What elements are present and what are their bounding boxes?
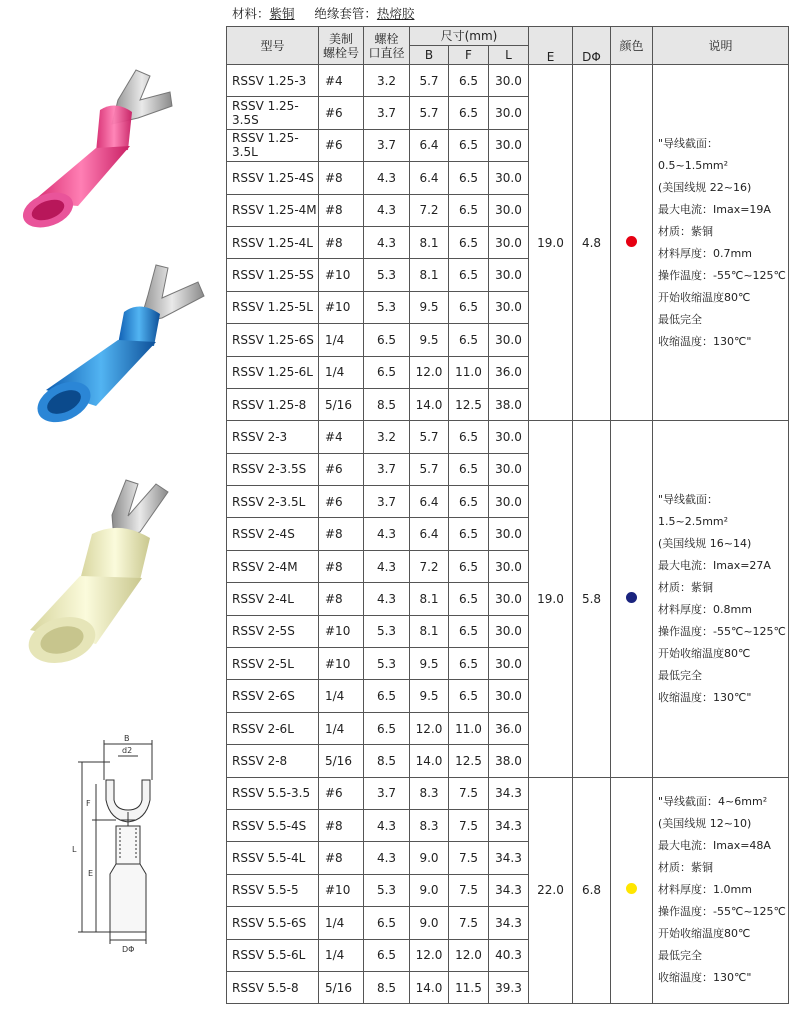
cell-l: 36.0 [489, 356, 529, 388]
cell-bolt-us: #10 [319, 615, 364, 647]
description-line: 开始收缩温度80℃ [658, 290, 751, 304]
cell-f: 6.5 [449, 291, 489, 323]
cell-model: RSSV 2-8 [227, 745, 319, 777]
cell-b: 6.4 [410, 162, 449, 194]
cell-b: 8.1 [410, 583, 449, 615]
cell-bolt-us: 1/4 [319, 939, 364, 971]
cell-description [653, 65, 789, 421]
cell-model: RSSV 5.5-6L [227, 939, 319, 971]
cell-model: RSSV 1.25-6S [227, 324, 319, 356]
cell-bolt-dia: 5.3 [364, 259, 410, 291]
color-dot [626, 592, 637, 603]
cell-b: 12.0 [410, 939, 449, 971]
cell-bolt-dia: 4.3 [364, 842, 410, 874]
cell-d: 5.8 [573, 421, 611, 777]
cell-model: RSSV 2-3.5L [227, 486, 319, 518]
color-dot [626, 883, 637, 894]
cell-description [653, 421, 789, 777]
header-d: DΦ [573, 27, 611, 65]
cell-bolt-dia: 3.2 [364, 421, 410, 453]
cell-bolt-dia: 4.3 [364, 550, 410, 582]
diagram-label-b: B [124, 734, 130, 743]
header-bolt-dia: 螺栓 口直径 [364, 27, 410, 65]
cell-bolt-dia: 6.5 [364, 324, 410, 356]
cell-bolt-us: #6 [319, 129, 364, 161]
cell-model: RSSV 1.25-4L [227, 226, 319, 258]
cell-l: 34.3 [489, 777, 529, 809]
cell-l: 36.0 [489, 712, 529, 744]
cell-bolt-dia: 4.3 [364, 583, 410, 615]
cell-e: 22.0 [529, 777, 573, 1004]
cell-model: RSSV 5.5-8 [227, 971, 319, 1003]
cell-bolt-us: #8 [319, 583, 364, 615]
description-line: 开始收缩温度80℃ [658, 646, 751, 660]
cell-model: RSSV 2-5L [227, 648, 319, 680]
cell-l: 30.0 [489, 65, 529, 97]
description-line: "导线截面：4~6mm² [658, 795, 768, 809]
description-line: 材料厚度：0.7mm [658, 246, 752, 260]
table-row [227, 421, 789, 453]
header-e: E [529, 27, 573, 65]
cell-f: 6.5 [449, 259, 489, 291]
spec-table-body [227, 65, 789, 1004]
cell-bolt-us: #8 [319, 518, 364, 550]
cell-l: 30.0 [489, 615, 529, 647]
cell-b: 5.7 [410, 453, 449, 485]
header-dims: 尺寸(mm) [410, 27, 529, 46]
cell-model: RSSV 2-6L [227, 712, 319, 744]
description-line: 开始收缩温度80℃ [658, 927, 751, 941]
cell-e: 19.0 [529, 65, 573, 421]
cell-bolt-dia: 4.3 [364, 194, 410, 226]
cell-f: 12.0 [449, 939, 489, 971]
cell-b: 8.3 [410, 809, 449, 841]
cell-bolt-dia: 3.7 [364, 777, 410, 809]
cell-f: 6.5 [449, 421, 489, 453]
cell-b: 5.7 [410, 65, 449, 97]
cell-bolt-dia: 5.3 [364, 615, 410, 647]
cell-b: 9.0 [410, 907, 449, 939]
cell-f: 6.5 [449, 615, 489, 647]
cell-bolt-us: #8 [319, 162, 364, 194]
description-line: (美国线规 16~14) [658, 536, 752, 550]
cell-bolt-us: 5/16 [319, 745, 364, 777]
cell-bolt-dia: 8.5 [364, 971, 410, 1003]
cell-l: 34.3 [489, 907, 529, 939]
dimension-drawing [78, 740, 152, 944]
header-l: L [489, 46, 529, 65]
cell-bolt-us: #8 [319, 842, 364, 874]
cell-f: 6.5 [449, 162, 489, 194]
cell-bolt-dia: 3.7 [364, 129, 410, 161]
cell-bolt-dia: 8.5 [364, 388, 410, 420]
cell-bolt-dia: 8.5 [364, 745, 410, 777]
cell-b: 8.1 [410, 615, 449, 647]
cell-bolt-dia: 6.5 [364, 356, 410, 388]
table-row [227, 65, 789, 97]
cell-bolt-us: 1/4 [319, 356, 364, 388]
cell-bolt-us: #6 [319, 486, 364, 518]
cell-b: 14.0 [410, 745, 449, 777]
material-label: 材料： [232, 6, 270, 21]
cell-bolt-dia: 5.3 [364, 648, 410, 680]
cell-f: 7.5 [449, 842, 489, 874]
cell-b: 9.0 [410, 874, 449, 906]
description-line: "导线截面： [658, 492, 719, 506]
blue-terminal-photo [31, 265, 204, 430]
description-line: 最低完全 [658, 668, 702, 682]
cell-bolt-us: 5/16 [319, 971, 364, 1003]
cell-bolt-dia: 6.5 [364, 712, 410, 744]
cell-bolt-dia: 6.5 [364, 907, 410, 939]
cell-model: RSSV 5.5-4L [227, 842, 319, 874]
description-line: 最大电流：Imax=19A [658, 202, 771, 216]
cell-l: 30.0 [489, 194, 529, 226]
cell-model: RSSV 5.5-4S [227, 809, 319, 841]
cell-bolt-us: #8 [319, 809, 364, 841]
cell-bolt-dia: 4.3 [364, 518, 410, 550]
cell-bolt-dia: 4.3 [364, 162, 410, 194]
cell-model: RSSV 1.25-3.5S [227, 97, 319, 129]
cell-f: 6.5 [449, 65, 489, 97]
cell-f: 6.5 [449, 486, 489, 518]
cell-bolt-us: 1/4 [319, 324, 364, 356]
cell-model: RSSV 5.5-3.5 [227, 777, 319, 809]
cell-bolt-dia: 5.3 [364, 291, 410, 323]
cell-l: 30.0 [489, 583, 529, 615]
cell-f: 6.5 [449, 518, 489, 550]
cell-l: 30.0 [489, 226, 529, 258]
cell-f: 6.5 [449, 194, 489, 226]
cell-model: RSSV 1.25-4S [227, 162, 319, 194]
cell-l: 38.0 [489, 745, 529, 777]
description-line: 1.5~2.5mm² [658, 514, 729, 528]
header-bolt-us: 美制 螺栓号 [319, 27, 364, 65]
cell-l: 30.0 [489, 259, 529, 291]
cell-f: 6.5 [449, 680, 489, 712]
cell-bolt-us: 1/4 [319, 907, 364, 939]
material-value: 紫铜 [269, 6, 295, 21]
cell-f: 6.5 [449, 550, 489, 582]
sleeve-value: 热熔胶 [376, 6, 415, 21]
description-line: (美国线规 22~16) [658, 180, 752, 194]
cell-b: 12.0 [410, 356, 449, 388]
cell-b: 6.4 [410, 486, 449, 518]
cell-bolt-us: #10 [319, 874, 364, 906]
description-line: 最大电流：Imax=48A [658, 839, 771, 853]
cell-model: RSSV 2-3 [227, 421, 319, 453]
cell-b: 9.5 [410, 648, 449, 680]
description-line: 0.5~1.5mm² [658, 158, 729, 172]
color-dot [626, 236, 637, 247]
cell-b: 7.2 [410, 194, 449, 226]
pink-terminal-photo [18, 70, 172, 234]
yellow-terminal-photo [23, 480, 168, 670]
cell-model: RSSV 1.25-3 [227, 65, 319, 97]
cell-f: 12.5 [449, 388, 489, 420]
cell-model: RSSV 1.25-5S [227, 259, 319, 291]
cell-bolt-dia: 3.2 [364, 65, 410, 97]
header-f: F [449, 46, 489, 65]
cell-l: 30.0 [489, 680, 529, 712]
cell-f: 6.5 [449, 97, 489, 129]
description-line: 收缩温度：130℃" [658, 690, 752, 704]
cell-b: 7.2 [410, 550, 449, 582]
cell-f: 11.5 [449, 971, 489, 1003]
cell-f: 7.5 [449, 809, 489, 841]
description-line: (美国线规 12~10) [658, 817, 752, 831]
cell-b: 14.0 [410, 971, 449, 1003]
cell-b: 6.4 [410, 129, 449, 161]
description-line: 材质：紫铜 [658, 224, 713, 238]
header-b: B [410, 46, 449, 65]
cell-b: 9.5 [410, 680, 449, 712]
cell-model: RSSV 1.25-5L [227, 291, 319, 323]
description-line: 材质：紫铜 [658, 580, 713, 594]
cell-bolt-dia: 6.5 [364, 939, 410, 971]
diagram-label-e: E [88, 869, 94, 878]
cell-l: 30.0 [489, 162, 529, 194]
cell-l: 30.0 [489, 550, 529, 582]
cell-l: 30.0 [489, 453, 529, 485]
cell-b: 8.1 [410, 226, 449, 258]
cell-l: 30.0 [489, 421, 529, 453]
cell-model: RSSV 1.25-6L [227, 356, 319, 388]
cell-l: 30.0 [489, 129, 529, 161]
cell-l: 30.0 [489, 486, 529, 518]
cell-f: 12.5 [449, 745, 489, 777]
sleeve-label: 绝缘套管： [314, 6, 377, 21]
cell-l: 30.0 [489, 648, 529, 680]
material-line [232, 4, 414, 22]
header-model: 型号 [227, 27, 319, 65]
cell-b: 5.7 [410, 421, 449, 453]
cell-b: 9.5 [410, 291, 449, 323]
description-line: 最大电流：Imax=27A [658, 558, 771, 572]
cell-bolt-us: #10 [319, 259, 364, 291]
cell-bolt-dia: 3.7 [364, 486, 410, 518]
cell-l: 40.3 [489, 939, 529, 971]
diagram-label-f: F [86, 799, 91, 808]
header-color: 颜色 [611, 27, 653, 65]
description-line: 操作温度：-55℃~125℃ [658, 905, 786, 919]
description-line: 操作温度：-55℃~125℃ [658, 624, 786, 638]
diagram-label-d2: d2 [122, 746, 133, 755]
cell-f: 6.5 [449, 324, 489, 356]
cell-d: 4.8 [573, 65, 611, 421]
description-line: 最低完全 [658, 949, 702, 963]
cell-bolt-us: 1/4 [319, 680, 364, 712]
cell-bolt-us: 1/4 [319, 712, 364, 744]
cell-bolt-us: #4 [319, 421, 364, 453]
cell-bolt-us: #10 [319, 291, 364, 323]
description-line: 材质：紫铜 [658, 861, 713, 875]
cell-f: 7.5 [449, 777, 489, 809]
cell-f: 6.5 [449, 226, 489, 258]
cell-b: 8.3 [410, 777, 449, 809]
cell-l: 34.3 [489, 842, 529, 874]
product-illustrations [0, 40, 226, 1000]
cell-color [611, 65, 653, 421]
cell-l: 30.0 [489, 97, 529, 129]
cell-f: 11.0 [449, 712, 489, 744]
cell-bolt-us: #4 [319, 65, 364, 97]
cell-b: 9.5 [410, 324, 449, 356]
cell-bolt-us: 5/16 [319, 388, 364, 420]
cell-f: 6.5 [449, 648, 489, 680]
cell-bolt-us: #8 [319, 226, 364, 258]
cell-f: 6.5 [449, 453, 489, 485]
cell-b: 9.0 [410, 842, 449, 874]
cell-bolt-us: #8 [319, 194, 364, 226]
cell-model: RSSV 1.25-4M [227, 194, 319, 226]
cell-bolt-dia: 5.3 [364, 874, 410, 906]
cell-b: 12.0 [410, 712, 449, 744]
cell-model: RSSV 2-5S [227, 615, 319, 647]
cell-bolt-us: #6 [319, 453, 364, 485]
cell-bolt-dia: 3.7 [364, 97, 410, 129]
cell-f: 7.5 [449, 907, 489, 939]
cell-l: 30.0 [489, 324, 529, 356]
cell-b: 8.1 [410, 259, 449, 291]
cell-bolt-us: #10 [319, 648, 364, 680]
description-line: 最低完全 [658, 312, 702, 326]
description-line: 材料厚度：1.0mm [658, 883, 752, 897]
cell-l: 30.0 [489, 291, 529, 323]
cell-bolt-dia: 4.3 [364, 226, 410, 258]
header-desc: 说明 [653, 27, 789, 65]
cell-bolt-us: #8 [319, 550, 364, 582]
cell-model: RSSV 5.5-6S [227, 907, 319, 939]
description-line: "导线截面： [658, 136, 719, 150]
cell-l: 39.3 [489, 971, 529, 1003]
table-row [227, 777, 789, 809]
cell-bolt-dia: 6.5 [364, 680, 410, 712]
cell-model: RSSV 2-4M [227, 550, 319, 582]
cell-description [653, 777, 789, 1004]
cell-bolt-us: #6 [319, 97, 364, 129]
cell-bolt-us: #6 [319, 777, 364, 809]
cell-f: 7.5 [449, 874, 489, 906]
cell-bolt-dia: 4.3 [364, 809, 410, 841]
cell-model: RSSV 2-4S [227, 518, 319, 550]
cell-model: RSSV 2-4L [227, 583, 319, 615]
cell-model: RSSV 5.5-5 [227, 874, 319, 906]
description-line: 操作温度：-55℃~125℃ [658, 268, 786, 282]
description-line: 材料厚度：0.8mm [658, 602, 752, 616]
cell-l: 34.3 [489, 874, 529, 906]
cell-f: 6.5 [449, 583, 489, 615]
cell-b: 14.0 [410, 388, 449, 420]
cell-b: 5.7 [410, 97, 449, 129]
cell-l: 34.3 [489, 809, 529, 841]
cell-f: 6.5 [449, 129, 489, 161]
diagram-label-l: L [72, 845, 77, 854]
cell-e: 19.0 [529, 421, 573, 777]
cell-f: 11.0 [449, 356, 489, 388]
cell-model: RSSV 2-3.5S [227, 453, 319, 485]
product-images [0, 40, 226, 1000]
description-line: 收缩温度：130℃" [658, 334, 752, 348]
diagram-label-d: DΦ [122, 945, 135, 954]
cell-model: RSSV 1.25-8 [227, 388, 319, 420]
cell-color [611, 421, 653, 777]
cell-model: RSSV 1.25-3.5L [227, 129, 319, 161]
cell-bolt-dia: 3.7 [364, 453, 410, 485]
cell-l: 38.0 [489, 388, 529, 420]
cell-model: RSSV 2-6S [227, 680, 319, 712]
cell-d: 6.8 [573, 777, 611, 1004]
spec-table [226, 26, 789, 1004]
cell-color [611, 777, 653, 1004]
description-line: 收缩温度：130℃" [658, 971, 752, 985]
cell-b: 6.4 [410, 518, 449, 550]
cell-l: 30.0 [489, 518, 529, 550]
